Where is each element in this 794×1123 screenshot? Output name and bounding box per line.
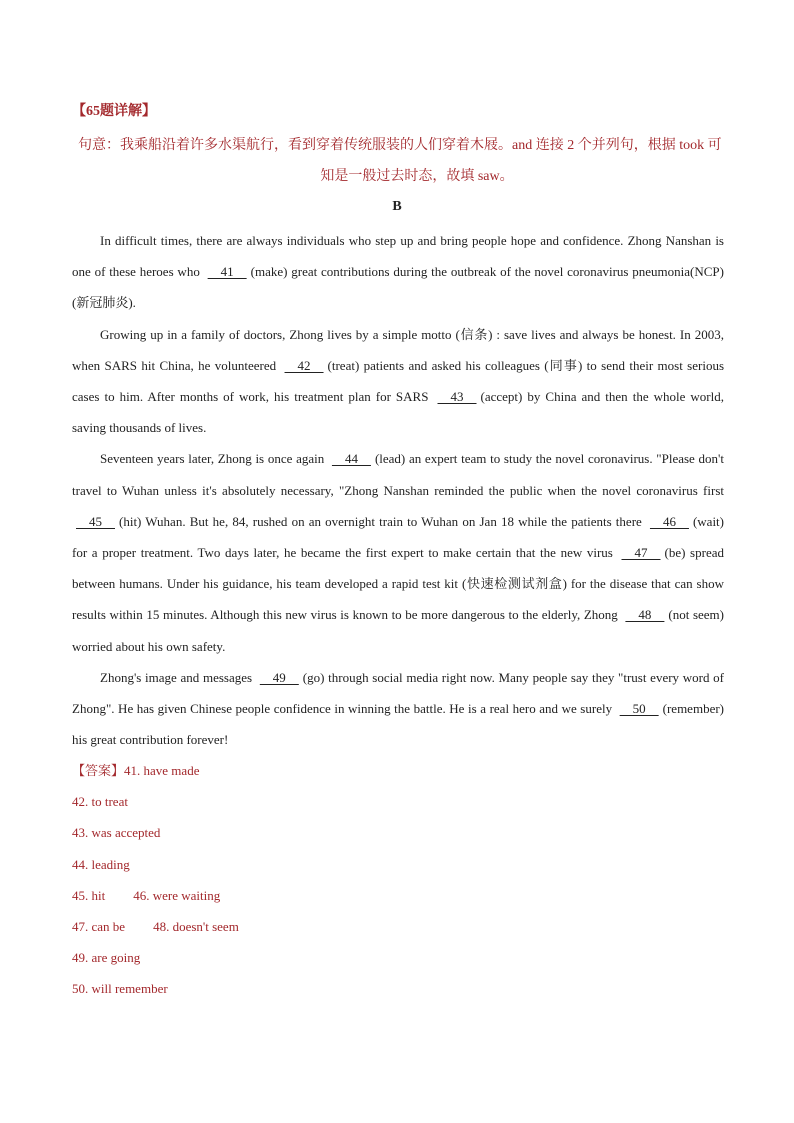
paragraph-4 <box>72 662 724 756</box>
answer-41: 41. have made <box>124 763 200 778</box>
paragraph-1 <box>72 225 724 319</box>
explanation-line-2: 知是一般过去时态，故填 saw。 <box>320 169 514 184</box>
text-run: (go) through social media right now. Many people say they "trust every word of Zhong". He has given Chinese people confidence in winning the battle. He is a real hero and we surely <box>72 669 724 717</box>
answer-row <box>72 880 722 911</box>
answer-row <box>72 942 722 973</box>
text-run: (treat) patients and asked his colleagues (同事) to send their most serious cases to him. After months of work, his treatment plan for SARS <box>72 357 725 405</box>
section-heading: 【65题详解】 <box>72 104 156 119</box>
text-run: (not seem) worried about his own safety. <box>72 607 724 654</box>
answer-46: 46. were waiting <box>133 887 221 903</box>
answer-50: 50. will remember <box>72 981 168 997</box>
answer-row <box>72 786 722 817</box>
blank-41: 41 <box>207 264 247 280</box>
blank-46: 46 <box>649 513 689 529</box>
explanation <box>72 130 722 192</box>
answer-44: 44. leading <box>72 856 130 872</box>
answer-43: 43. was accepted <box>72 825 161 841</box>
answer-45: 45. hit <box>72 887 106 903</box>
text-run: In difficult times, there are always individuals who step up and bring people hope and confidence. Zhong Nanshan is one of these heroes who <box>72 233 724 280</box>
answer-48: 48. doesn't seem <box>153 919 239 935</box>
answer-47: 47. can be <box>72 919 126 935</box>
text-run: Seventeen years later, Zhong is once again <box>100 451 328 467</box>
text-run: (lead) an expert team to study the novel coronavirus. "Please don't travel to Wuhan unless it's absolutely necessary, "Zhong Nanshan reminded the public when the novel coronavirus first <box>72 451 724 498</box>
answer-row <box>72 973 722 1004</box>
paragraph-2 <box>72 319 724 444</box>
text-run: Growing up in a family of doctors, Zhong lives by a simple motto (信条) : save lives and always be honest. In 2003, when SARS hit China, he volunteered <box>72 326 724 373</box>
blank-45: 45 <box>76 513 115 529</box>
text-run: Zhong's image and messages <box>100 669 256 685</box>
answer-row <box>72 817 722 848</box>
paragraph-3 <box>72 443 724 661</box>
answer-row <box>72 911 722 942</box>
explanation-line-1: 句意：我乘船沿着许多水渠航行，看到穿着传统服装的人们穿着木屐。and 连接 2 个并列句，根据 took 可 <box>78 138 722 153</box>
answer-49: 49. are going <box>72 950 141 966</box>
blank-44: 44 <box>331 451 371 467</box>
blank-50: 50 <box>619 701 659 717</box>
blank-47: 47 <box>621 545 661 561</box>
reading-passage <box>72 225 724 755</box>
answer-row <box>72 849 722 880</box>
answer-42: 42. to treat <box>72 794 128 810</box>
answer-row <box>72 755 722 786</box>
text-run: (be) spread between humans. Under his guidance, his team developed a rapid test kit (快速检测试剂盒) for the disease that can show results within 15 minutes. Although this new virus is known to be more dangerous to the elderly, Zhong <box>72 545 724 623</box>
text-run: (wait) for a proper treatment. Two days later, he became the first expert to make certain that the new virus <box>72 513 724 561</box>
text-run: (hit) Wuhan. But he, 84, rushed on an overnight train to Wuhan on Jan 18 while the patients there <box>119 513 646 529</box>
blank-48: 48 <box>625 607 665 623</box>
answer-label: 【答案】 <box>72 763 125 778</box>
part-title: B <box>392 199 402 214</box>
text-run: (remember) his great contribution forever! <box>72 701 724 748</box>
blank-42: 42 <box>284 357 324 373</box>
text-run: (accept) by China and then the whole world, saving thousands of lives. <box>72 389 724 436</box>
text-run: (make) great contributions during the outbreak of the novel coronavirus pneumonia(NCP) (新冠肺炎). <box>72 264 724 311</box>
blank-49: 49 <box>259 669 299 685</box>
blank-43: 43 <box>437 389 477 405</box>
answer-key <box>72 755 722 1005</box>
